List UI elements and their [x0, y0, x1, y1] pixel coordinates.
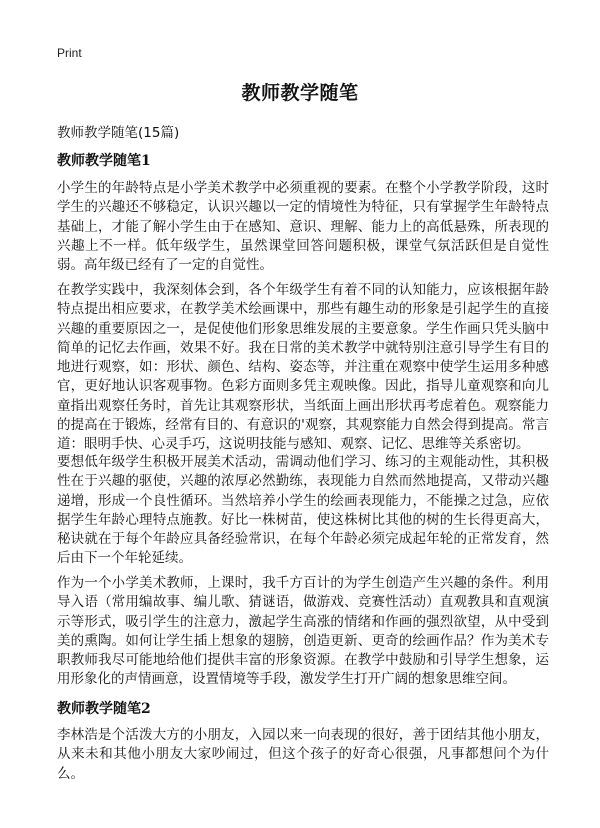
- page-title: 教师教学随笔: [241, 82, 359, 104]
- section-heading-1: 教师教学随笔1: [57, 153, 151, 169]
- section-1-paragraph-4: 作为一个小学美术教师，上课时，我千方百计的为学生创造产生兴趣的条件。利用导入语（常用编故事、编儿歌、猜谜语，做游戏、竞赛性活动）直观教具和直观演示等形式，吸引学生的注意力，激起学生高涨的情绪和作画的强烈欲望，从中受到美的熏陶。如何让学生插上想象的翅膀，创造更新、更奇的绘画作品？作为美术专职教师我尽可能地给他们提供丰富的形象资源。在教学中鼓励和引导学生想象，运用形象化的声情画意，设置情境等手段，激发学生打开广阔的想象思维空间。: [57, 575, 549, 688]
- print-link[interactable]: Print: [57, 46, 82, 60]
- section-1-paragraph-3: 要想低年级学生积极开展美术活动，需调动他们学习、练习的主观能动性，其积极性在于兴趣的驱使，兴趣的浓厚必然勤练，表现能力自然而然地提高，又带动兴趣递增，形成一个良性循环。当然培养小学生的绘画表现能力，不能操之过急，应依据学生年龄心理特点施教。好比一株树苗，使这株树比其他的树的生长得更高大，秘诀就在于每个年龄应具备经验常识，在每个年龄必须完成起年轮的正常发育，然后由下一个年轮延续。: [57, 454, 549, 567]
- section-heading-2: 教师教学随笔2: [57, 701, 151, 717]
- section-1-paragraph-2: 在教学实践中，我深刻体会到，各个年级学生有着不同的认知能力，应该根据年龄特点提出相应要求，在教学美术绘画课中，那些有趣生动的形象是引起学生的直接兴趣的重要原因之一，是促使他们形象思维发展的主要意象。学生作画只凭头脑中简单的记忆去作画，效果不好。我在日常的美术教学中就特别注意引导学生有目的地进行观察，如：形状、颜色、结构、姿态等，并注重在观察中使学生运用多种感官，更好地认识客观事物。色彩方面则多凭主观映像。因此，指导儿童观察和向儿童指出观察任务时，首先让其观察形状，当纸面上画出形状再考虑着色。观察能力的提高在于锻炼，经常有目的、有意识的'观察，其观察能力自然会得到提高。常言道：眼明手快、心灵手巧，这说明技能与感知、观察、记忆、思维等关系密切。: [57, 282, 549, 453]
- section-2-paragraph-1: 李林浩是个活泼大方的小朋友，入园以来一向表现的很好，善于团结其他小朋友，从来未和其他小朋友大家吵闹过，但这个孩子的好奇心很强，凡事都想问个为什么。: [57, 727, 549, 782]
- document-subtitle: 教师教学随笔(15篇): [57, 125, 180, 141]
- section-1-paragraph-1: 小学生的年龄特点是小学美术教学中必须重视的要素。在整个小学教学阶段，这时学生的兴趣还不够稳定，认识兴趣以一定的情境性为特征，只有掌握学生年龄特点基础上，才能了解小学生由于在感知、意识、理解、能力上的高低悬殊，所表现的兴趣上不一样。低年级学生，虽然课堂回答问题积极，课堂气氛活跃但是自觉性弱。高年级已经有了一定的自觉性。: [57, 180, 549, 274]
